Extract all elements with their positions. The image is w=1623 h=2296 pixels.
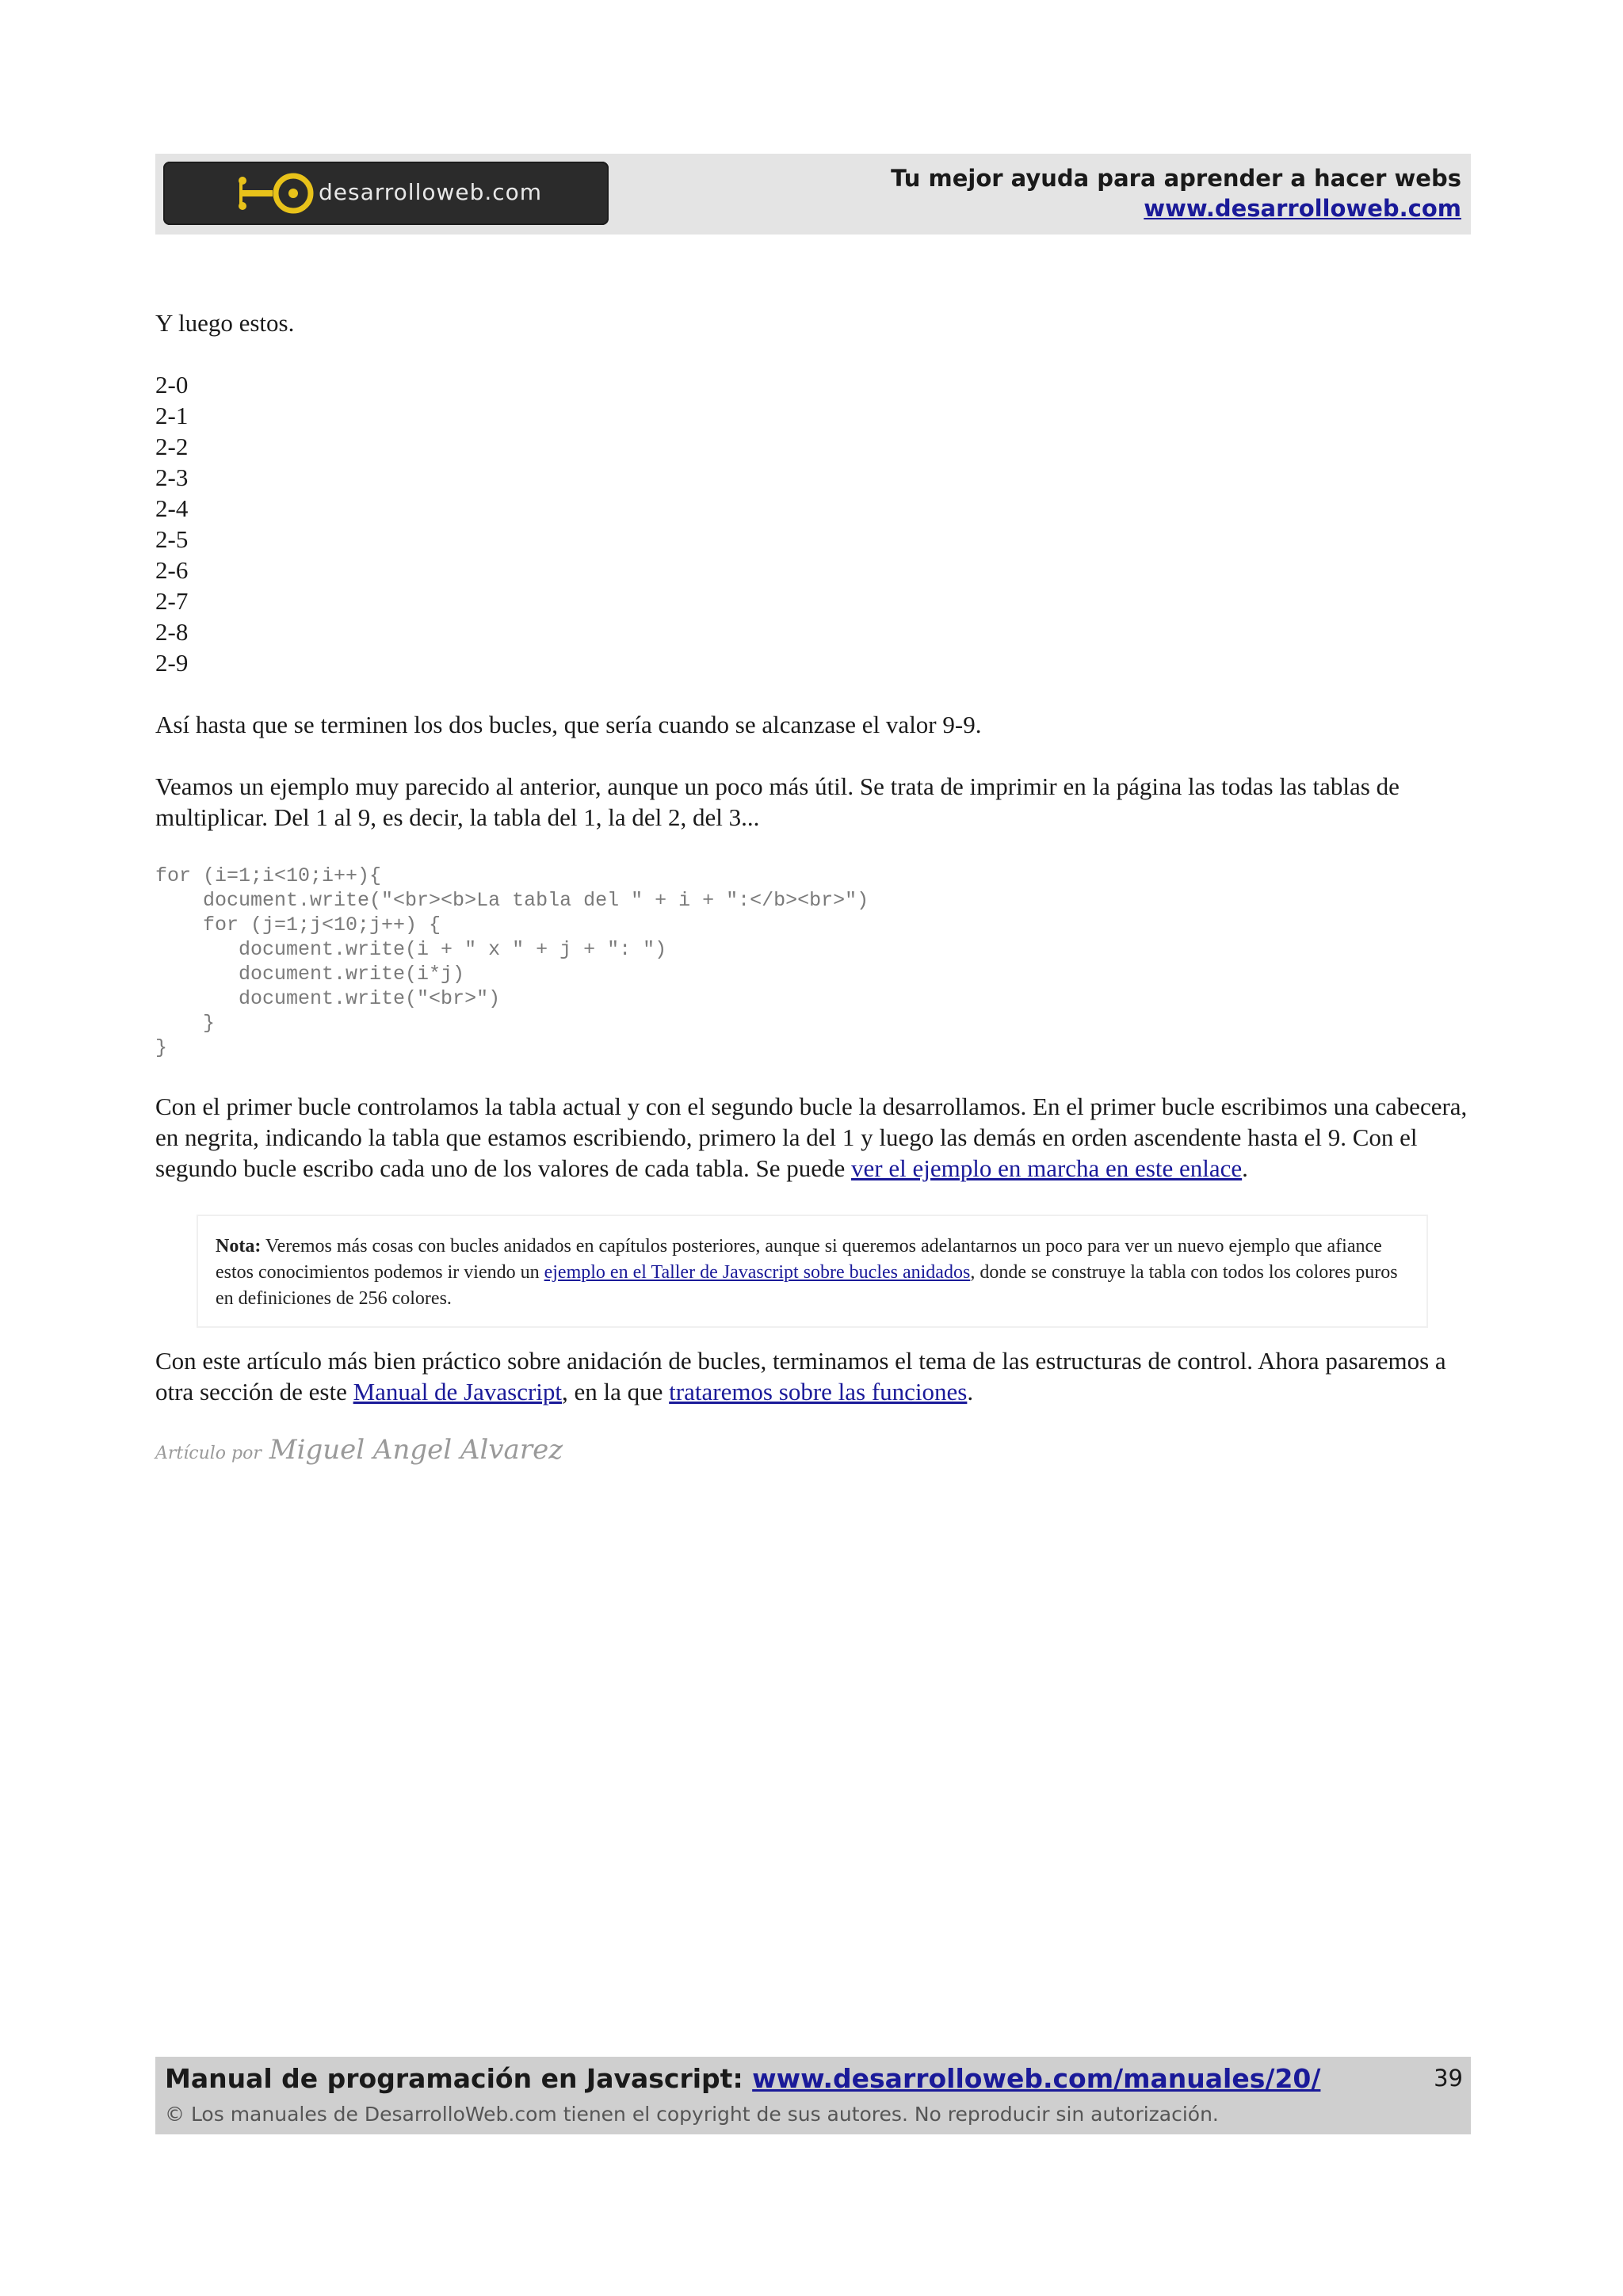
list-item: 2-0 — [155, 371, 189, 399]
byline-prefix: Artículo por — [155, 1444, 262, 1463]
author-byline — [155, 1435, 1471, 1469]
note-text-2: , donde se construye la tabla con todos los colores puros en definiciones de 256 colores. — [216, 1262, 1398, 1309]
list-item: 2-7 — [155, 587, 189, 615]
list-item: 2-5 — [155, 525, 189, 553]
page-header — [155, 154, 1471, 235]
logo-mark-icon — [235, 173, 314, 214]
site-logo[interactable] — [163, 162, 609, 225]
page-number: 39 — [1434, 2065, 1463, 2092]
conclusion-text-2: , en la que — [562, 1378, 670, 1405]
tagline-text: Tu mejor ayuda para aprender a hacer webs — [891, 165, 1461, 192]
manual-link[interactable]: Manual de Javascript — [353, 1378, 563, 1405]
note-text-1: Veremos más cosas con bucles anidados en capítulos posteriores, aunque si queremos adelantarnos un poco para ver un nuevo ejemplo que afiance estos conocimientos podemos ir viendo un — [216, 1236, 1382, 1283]
logo-text: desarrolloweb.com — [319, 179, 543, 205]
list-item: 2-6 — [155, 556, 189, 584]
note-box — [197, 1215, 1428, 1328]
paragraph-explanation — [155, 1091, 1471, 1184]
conclusion-text-1: Con este artículo más bien práctico sobre anidación de bucles, terminamos el tema de las estructuras de control. Ahora pasaremos a otra sección de este — [155, 1347, 1446, 1405]
output-list — [155, 369, 1471, 678]
footer-copyright: © Los manuales de DesarrolloWeb.com tienen el copyright de sus autores. No reproducir sin autorización. — [165, 2103, 1219, 2126]
footer-manual-link[interactable]: www.desarrolloweb.com/manuales/20/ — [752, 2063, 1321, 2094]
list-item: 2-3 — [155, 463, 189, 491]
explanation-end: . — [1242, 1154, 1248, 1182]
example-link[interactable]: ver el ejemplo en marcha en este enlace — [851, 1154, 1243, 1182]
paragraph-example-intro: Veamos un ejemplo muy parecido al anterior, aunque un poco más útil. Se trata de imprimir en la página las todas las tablas de multiplicar. Del 1 al 9, es decir, la tabla del 1, la del 2, del 3... — [155, 772, 1400, 831]
intro-paragraph: Y luego estos. — [155, 309, 295, 337]
list-item: 2-8 — [155, 618, 189, 646]
article-body — [155, 307, 1471, 1469]
site-url-link[interactable]: www.desarrolloweb.com — [1144, 195, 1461, 222]
functions-link[interactable]: trataremos sobre las funciones — [669, 1378, 968, 1405]
list-item: 2-9 — [155, 649, 189, 677]
page-footer — [155, 2057, 1471, 2134]
header-tagline — [891, 163, 1461, 223]
list-item: 2-1 — [155, 402, 189, 429]
code-block: for (i=1;i<10;i++){ document.write("<br><b>La tabla del " + i + ":</b><br>") for (j=1;j<10;j++) { document.write(i + " x " + j + ": ") document.write(i*j) document.write("<br>") } } — [155, 864, 869, 1059]
conclusion-end: . — [967, 1378, 974, 1405]
footer-title-text: Manual de programación en Javascript: — [165, 2063, 753, 2094]
paragraph-conclusion — [155, 1345, 1471, 1407]
note-label: Nota: — [216, 1236, 262, 1257]
workshop-link[interactable]: ejemplo en el Taller de Javascript sobre bucles anidados — [544, 1262, 971, 1283]
list-item: 2-2 — [155, 433, 189, 460]
list-item: 2-4 — [155, 494, 189, 522]
author-name: Miguel Angel Alvarez — [269, 1434, 563, 1466]
footer-title — [165, 2063, 1320, 2094]
explanation-text: Con el primer bucle controlamos la tabla actual y con el segundo bucle la desarrollamos. En el primer bucle escribimos una cabecera, en negrita, indicando la tabla que estamos escribiendo, primero la del 1 y luego las demás en orden ascendente hasta el 9. Con el segundo bucle escribo cada uno de los valores de cada tabla. Se puede — [155, 1093, 1468, 1182]
paragraph-loop-end: Así hasta que se terminen los dos bucles, que sería cuando se alcanzase el valor 9-9. — [155, 711, 982, 738]
